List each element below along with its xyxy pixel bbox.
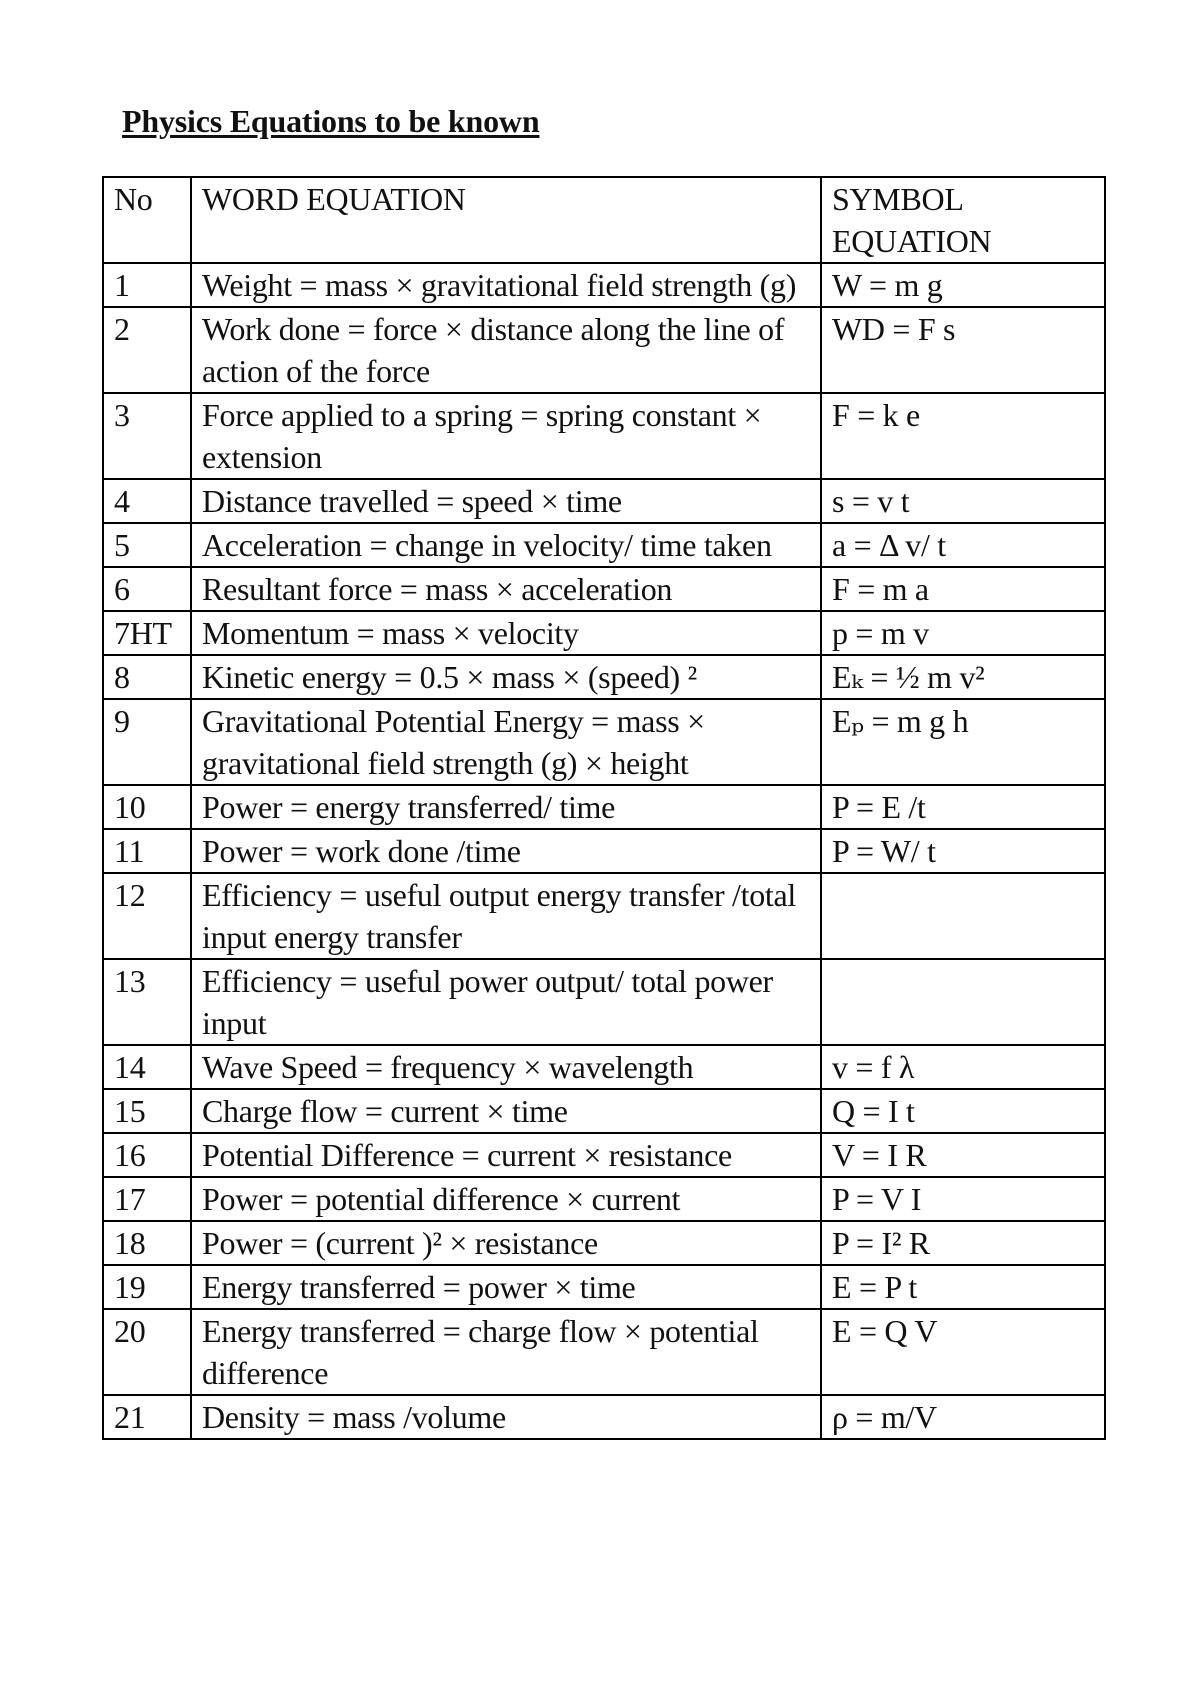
page-title: Physics Equations to be known [122,103,540,139]
word-equation: Energy transferred = power × time [191,1265,821,1309]
symbol-equation: p = m v [821,611,1105,655]
word-equation: Energy transferred = charge flow × potential difference [191,1309,821,1395]
table-row [103,1265,1105,1309]
symbol-equation: Eₖ = ½ m v² [821,655,1105,699]
symbol-equation: P = I² R [821,1221,1105,1265]
word-equation: Wave Speed = frequency × wavelength [191,1045,821,1089]
table-row [103,523,1105,567]
word-equation: Force applied to a spring = spring constant × extension [191,393,821,479]
symbol-equation: s = v t [821,479,1105,523]
row-number: 18 [103,1221,191,1265]
table-header-row [103,177,1105,263]
symbol-equation: v = f λ [821,1045,1105,1089]
symbol-equation: E = P t [821,1265,1105,1309]
symbol-equation: P = E /t [821,785,1105,829]
header-no: No [103,177,191,263]
table-row [103,479,1105,523]
table-row [103,959,1105,1045]
row-number: 8 [103,655,191,699]
row-number: 4 [103,479,191,523]
table-row [103,567,1105,611]
symbol-equation: Eₚ = m g h [821,699,1105,785]
table-row [103,1089,1105,1133]
header-word-equation: WORD EQUATION [191,177,821,263]
word-equation: Weight = mass × gravitational field strength (g) [191,263,821,307]
word-equation: Gravitational Potential Energy = mass × gravitational field strength (g) × height [191,699,821,785]
table-row [103,1309,1105,1395]
table-row [103,1395,1105,1439]
table-row [103,1133,1105,1177]
word-equation: Distance travelled = speed × time [191,479,821,523]
table-row [103,699,1105,785]
table-row [103,1221,1105,1265]
symbol-equation: WD = F s [821,307,1105,393]
symbol-equation: F = m a [821,567,1105,611]
table-row [103,263,1105,307]
equations-table [102,176,1106,1440]
row-number: 9 [103,699,191,785]
word-equation: Work done = force × distance along the line of action of the force [191,307,821,393]
row-number: 12 [103,873,191,959]
word-equation: Efficiency = useful output energy transfer /total input energy transfer [191,873,821,959]
table-body [103,263,1105,1439]
symbol-equation [821,873,1105,959]
word-equation: Power = (current )² × resistance [191,1221,821,1265]
table-row [103,655,1105,699]
table-row [103,785,1105,829]
word-equation: Acceleration = change in velocity/ time taken [191,523,821,567]
symbol-equation: P = W/ t [821,829,1105,873]
row-number: 17 [103,1177,191,1221]
word-equation: Power = energy transferred/ time [191,785,821,829]
table-row [103,1045,1105,1089]
row-number: 20 [103,1309,191,1395]
row-number: 21 [103,1395,191,1439]
row-number: 1 [103,263,191,307]
word-equation: Density = mass /volume [191,1395,821,1439]
row-number: 7HT [103,611,191,655]
table-row [103,611,1105,655]
symbol-equation: a = Δ v/ t [821,523,1105,567]
row-number: 6 [103,567,191,611]
word-equation: Power = potential difference × current [191,1177,821,1221]
row-number: 2 [103,307,191,393]
symbol-equation: F = k e [821,393,1105,479]
row-number: 16 [103,1133,191,1177]
symbol-equation: V = I R [821,1133,1105,1177]
word-equation: Kinetic energy = 0.5 × mass × (speed) ² [191,655,821,699]
table-row [103,873,1105,959]
symbol-equation: P = V I [821,1177,1105,1221]
row-number: 11 [103,829,191,873]
table-row [103,1177,1105,1221]
word-equation: Resultant force = mass × acceleration [191,567,821,611]
symbol-equation: ρ = m/V [821,1395,1105,1439]
word-equation: Charge flow = current × time [191,1089,821,1133]
row-number: 15 [103,1089,191,1133]
table-row [103,307,1105,393]
row-number: 3 [103,393,191,479]
word-equation: Momentum = mass × velocity [191,611,821,655]
symbol-equation [821,959,1105,1045]
table-row [103,829,1105,873]
word-equation: Power = work done /time [191,829,821,873]
row-number: 5 [103,523,191,567]
row-number: 19 [103,1265,191,1309]
symbol-equation: W = m g [821,263,1105,307]
symbol-equation: E = Q V [821,1309,1105,1395]
table-row [103,393,1105,479]
header-symbol-equation: SYMBOL EQUATION [821,177,1105,263]
word-equation: Potential Difference = current × resistance [191,1133,821,1177]
symbol-equation: Q = I t [821,1089,1105,1133]
row-number: 14 [103,1045,191,1089]
word-equation: Efficiency = useful power output/ total power input [191,959,821,1045]
row-number: 13 [103,959,191,1045]
row-number: 10 [103,785,191,829]
